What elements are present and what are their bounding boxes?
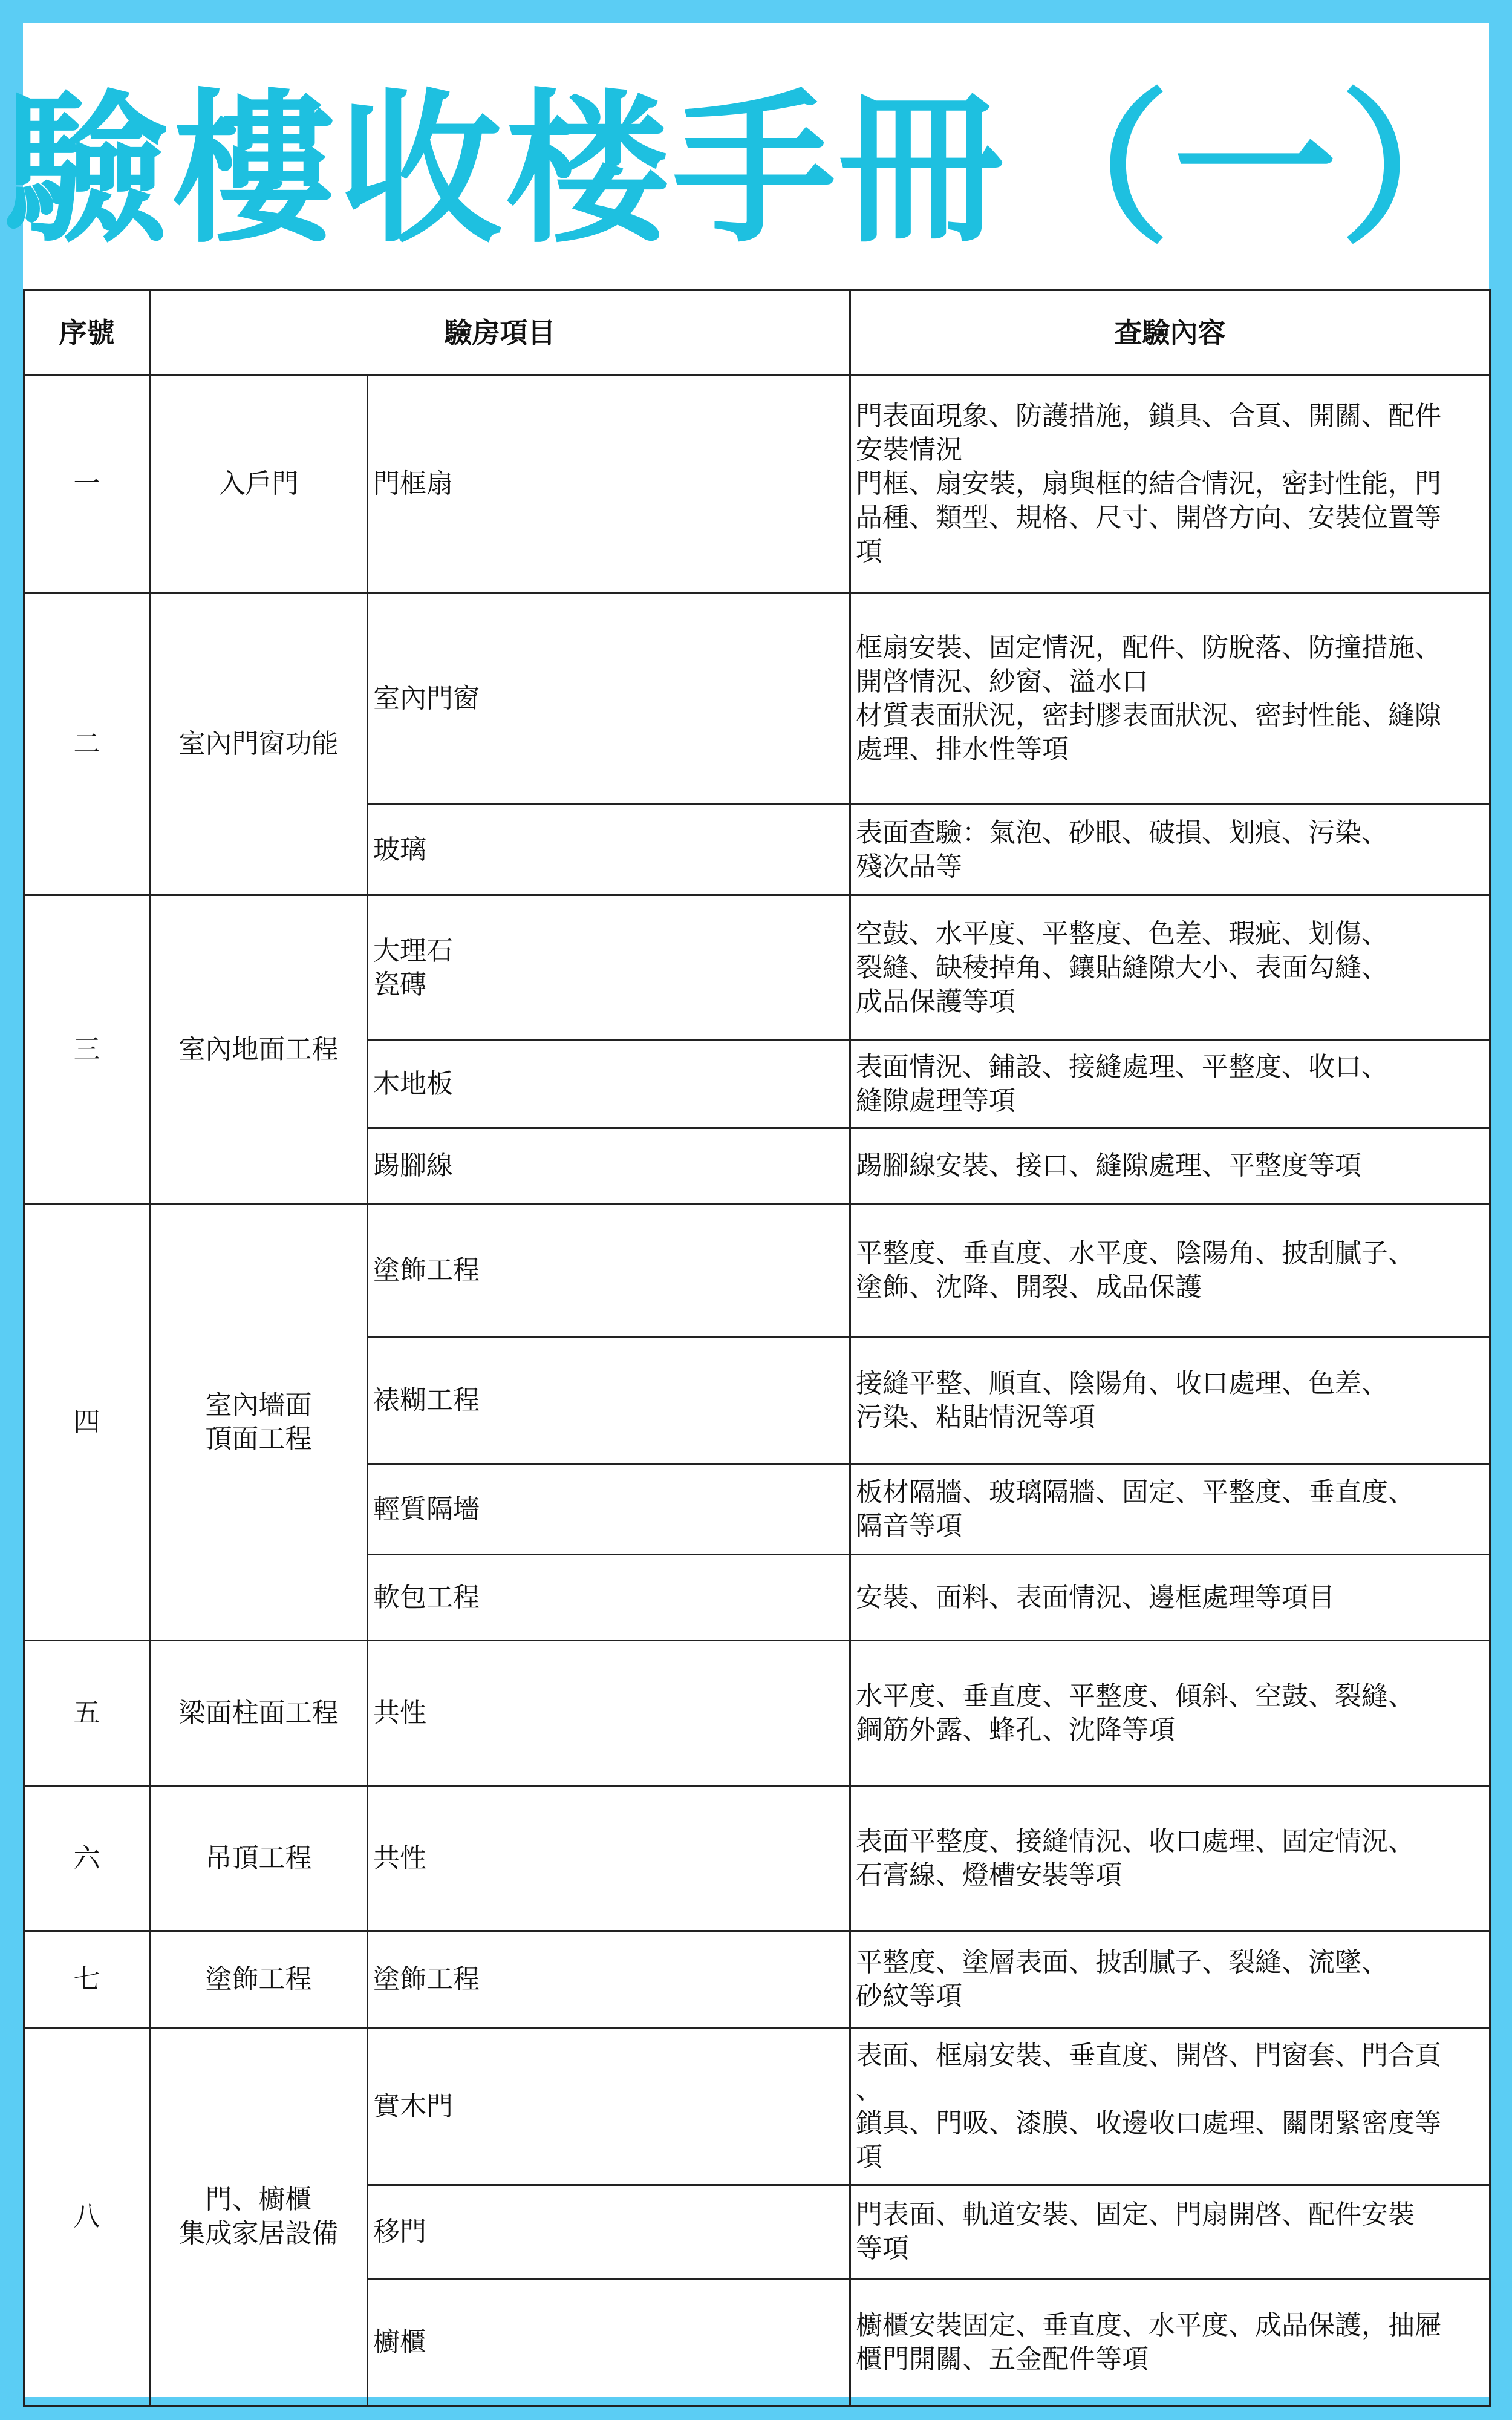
content-cell: 表面平整度、接縫情況、收口處理、固定情況、 石膏線、燈槽安裝等項 xyxy=(850,1786,1490,1931)
content-cell: 表面、框扇安裝、垂直度、開啓、門窗套、門合頁 、 鎖具、門吸、漆膜、收邊收口處理、關閉緊密度等 項 xyxy=(850,2028,1490,2185)
content-cell: 踢腳線安裝、接口、縫隙處理、平整度等項 xyxy=(850,1128,1490,1204)
item-label: 踢腳線 xyxy=(373,1150,453,1181)
item-label: 塗飾工程 xyxy=(373,1254,480,1286)
inspection-table xyxy=(23,289,1491,2407)
page-title: 驗樓收楼手冊（一） xyxy=(5,74,1507,265)
table-row xyxy=(24,1931,1490,2028)
category-label: 室內地面工程 xyxy=(178,1033,339,1065)
table-row xyxy=(24,1641,1490,1786)
table-row xyxy=(24,375,1490,593)
item-cell xyxy=(368,375,850,593)
category-label: 入戶門 xyxy=(218,468,299,499)
content-cell: 平整度、垂直度、水平度、陰陽角、披刮膩子、 塗飾、沈降、開裂、成品保護 xyxy=(850,1204,1490,1337)
row-number: 八 xyxy=(24,2028,150,2406)
item-cell xyxy=(368,1464,850,1555)
item-cell xyxy=(368,895,850,1041)
row-number: 四 xyxy=(24,1204,150,1641)
content-cell: 門表面現象、防護措施，鎖具、合頁、開關、配件 安裝情況 門框、扇安裝，扇與框的結合情況，密封性能，門 品種、類型、規格、尺寸、開啓方向、安裝位置等 項 xyxy=(850,375,1490,593)
item-label: 門框扇 xyxy=(373,468,453,499)
table-row xyxy=(24,895,1490,1041)
category-cell xyxy=(150,895,368,1204)
item-label: 室內門窗 xyxy=(373,682,480,714)
category-label: 梁面柱面工程 xyxy=(178,1697,339,1728)
item-cell xyxy=(368,1337,850,1464)
table-row xyxy=(24,1204,1490,1337)
content-cell: 接縫平整、順直、陰陽角、收口處理、色差、 污染、粘貼情況等項 xyxy=(850,1337,1490,1464)
item-cell xyxy=(368,2279,850,2406)
header-row xyxy=(24,290,1490,375)
item-cell xyxy=(368,1041,850,1128)
table-row xyxy=(24,1786,1490,1931)
item-cell xyxy=(368,2028,850,2185)
item-label: 裱糊工程 xyxy=(373,1384,480,1416)
category-label: 塗飾工程 xyxy=(205,1963,312,1995)
content-cell: 櫥櫃安裝固定、垂直度、水平度、成品保護，抽屜 櫃門開關、五金配件等項 xyxy=(850,2279,1490,2406)
table-body xyxy=(24,375,1490,2406)
category-cell xyxy=(150,1641,368,1786)
category-label: 室內墻面 頂面工程 xyxy=(205,1389,312,1454)
content-cell: 空鼓、水平度、平整度、色差、瑕疵、划傷、 裂縫、缺稜掉角、鑲貼縫隙大小、表面勾縫、 成品保護等項 xyxy=(850,895,1490,1041)
item-label: 輕質隔墻 xyxy=(373,1493,480,1525)
row-number: 五 xyxy=(24,1641,150,1786)
category-label: 門、櫥櫃 集成家居設備 xyxy=(178,2184,339,2249)
content-cell: 框扇安裝、固定情況，配件、防脫落、防撞措施、 開啓情況、紗窗、溢水口 材質表面狀況，密封膠表面狀況、密封性能、縫隙 處理、排水性等項 xyxy=(850,593,1490,805)
item-label: 大理石 瓷磚 xyxy=(373,935,453,1000)
content-cell: 表面查驗：氣泡、砂眼、破損、划痕、污染、 殘次品等 xyxy=(850,805,1490,895)
category-label: 吊頂工程 xyxy=(205,1842,312,1874)
table-row xyxy=(24,593,1490,805)
content-cell: 表面情況、鋪設、接縫處理、平整度、收口、 縫隙處理等項 xyxy=(850,1041,1490,1128)
item-label: 移門 xyxy=(373,2216,426,2247)
item-cell xyxy=(368,805,850,895)
item-label: 玻璃 xyxy=(373,834,426,865)
header-num: 序號 xyxy=(24,290,150,375)
item-cell xyxy=(368,1931,850,2028)
content-cell: 板材隔牆、玻璃隔牆、固定、平整度、垂直度、 隔音等項 xyxy=(850,1464,1490,1555)
content-cell: 平整度、塗層表面、披刮膩子、裂縫、流墜、 砂紋等項 xyxy=(850,1931,1490,2028)
item-label: 木地板 xyxy=(373,1068,453,1099)
category-cell xyxy=(150,2028,368,2406)
item-cell xyxy=(368,1641,850,1786)
item-label: 塗飾工程 xyxy=(373,1963,480,1995)
row-number: 三 xyxy=(24,895,150,1204)
table-row xyxy=(24,2028,1490,2185)
item-label: 實木門 xyxy=(373,2090,453,2122)
category-label: 室內門窗功能 xyxy=(178,728,339,759)
item-label: 櫥櫃 xyxy=(373,2326,426,2358)
header-item: 驗房項目 xyxy=(150,290,850,375)
item-label: 軟包工程 xyxy=(373,1581,480,1613)
category-cell xyxy=(150,1204,368,1641)
item-cell xyxy=(368,593,850,805)
header-content: 查驗內容 xyxy=(850,290,1490,375)
item-cell xyxy=(368,1128,850,1204)
content-cell: 安裝、面料、表面情況、邊框處理等項目 xyxy=(850,1555,1490,1641)
content-cell: 門表面、軌道安裝、固定、門扇開啓、配件安裝 等項 xyxy=(850,2185,1490,2279)
item-cell xyxy=(368,1786,850,1931)
row-number: 二 xyxy=(24,593,150,895)
row-number: 七 xyxy=(24,1931,150,2028)
category-cell xyxy=(150,1931,368,2028)
category-cell xyxy=(150,593,368,895)
item-cell xyxy=(368,1555,850,1641)
content-cell: 水平度、垂直度、平整度、傾斜、空鼓、裂縫、 鋼筋外露、蜂孔、沈降等項 xyxy=(850,1641,1490,1786)
row-number: 一 xyxy=(24,375,150,593)
item-label: 共性 xyxy=(373,1697,426,1728)
item-cell xyxy=(368,2185,850,2279)
item-cell xyxy=(368,1204,850,1337)
item-label: 共性 xyxy=(373,1842,426,1874)
page-frame xyxy=(5,23,1507,2397)
category-cell xyxy=(150,375,368,593)
row-number: 六 xyxy=(24,1786,150,1931)
category-cell xyxy=(150,1786,368,1931)
